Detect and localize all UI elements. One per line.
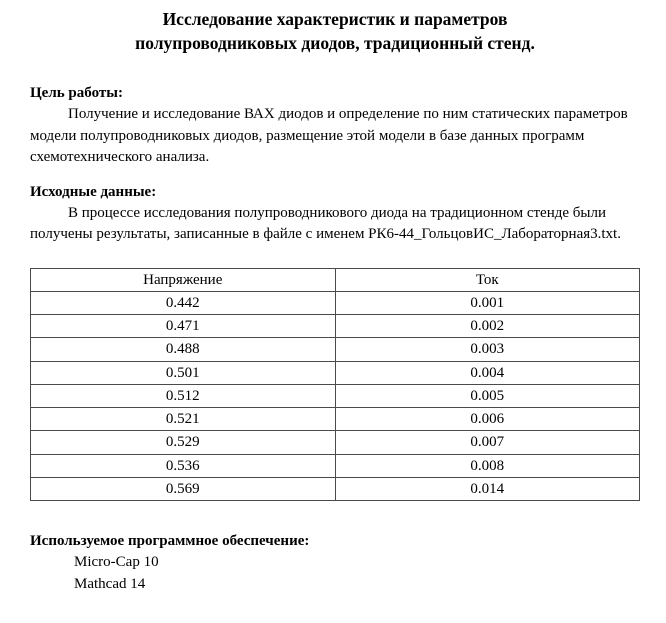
goal-text: Получение и исследование ВАХ диодов и определение по ним статических параметров модели полупроводниковых диодов, размещение этой модели в базе данных программ схемотехнического анализа.	[30, 106, 628, 165]
table-cell: 0.529	[31, 431, 336, 454]
table-row	[31, 361, 640, 384]
input-data-text: В процессе исследования полупроводникового диода на традиционном стенде были получены результаты, записанные в файле с именем РК6-44_ГольцовИС_Лабораторная3.txt.	[30, 205, 621, 243]
table-cell: 0.003	[335, 338, 640, 361]
measurements-table	[30, 268, 640, 502]
table-header-cell: Ток	[335, 268, 640, 291]
table-cell: 0.501	[31, 361, 336, 384]
table-cell: 0.004	[335, 361, 640, 384]
goal-heading: Цель работы:	[30, 85, 123, 102]
table-cell: 0.536	[31, 454, 336, 477]
table-cell: 0.008	[335, 454, 640, 477]
table-row	[31, 454, 640, 477]
title-line-2: полупроводниковых диодов, традиционный стенд.	[135, 32, 535, 53]
table-cell: 0.005	[335, 384, 640, 407]
table-row	[31, 408, 640, 431]
software-item: Mathcad 14	[74, 575, 146, 592]
table-row	[31, 291, 640, 314]
table-cell: 0.512	[31, 384, 336, 407]
table-cell: 0.442	[31, 291, 336, 314]
table-cell: 0.001	[335, 291, 640, 314]
input-data-heading: Исходные данные:	[30, 184, 157, 201]
software-heading: Используемое программное обеспечение:	[30, 533, 310, 550]
table-row	[31, 431, 640, 454]
table-row	[31, 384, 640, 407]
title-line-1: Исследование характеристик и параметров	[162, 9, 508, 29]
table-cell: 0.569	[31, 477, 336, 500]
table-body	[31, 291, 640, 500]
software-list	[30, 552, 640, 596]
document-title	[30, 8, 640, 55]
table-cell: 0.014	[335, 477, 640, 500]
table-cell: 0.471	[31, 315, 336, 338]
table-header-row	[31, 268, 640, 291]
table-cell: 0.488	[31, 338, 336, 361]
table-row	[31, 477, 640, 500]
table-row	[31, 315, 640, 338]
table-cell: 0.007	[335, 431, 640, 454]
table-header-cell: Напряжение	[31, 268, 336, 291]
table-cell: 0.521	[31, 408, 336, 431]
table-cell: 0.006	[335, 408, 640, 431]
table-row	[31, 338, 640, 361]
table-cell: 0.002	[335, 315, 640, 338]
software-item: Micro-Cap 10	[74, 554, 159, 571]
